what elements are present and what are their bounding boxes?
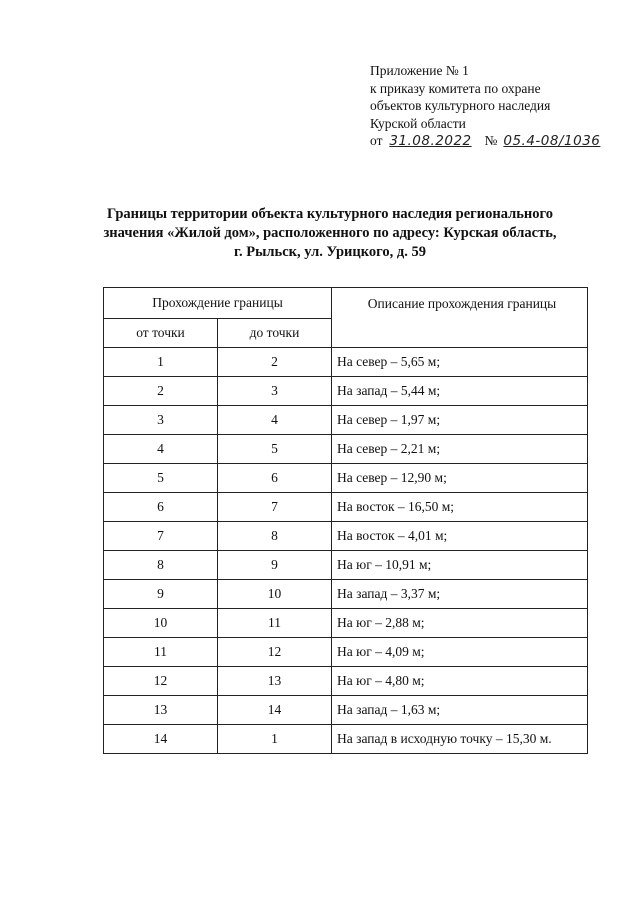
title-line-1: Границы территории объекта культурного наследия регионального (107, 206, 553, 222)
description-cell: На восток – 16,50 м; (332, 493, 588, 522)
to-point-cell: 9 (218, 551, 332, 580)
to-point-cell: 8 (218, 522, 332, 551)
from-point-cell: 4 (104, 435, 218, 464)
table-row (104, 522, 588, 551)
to-point-cell: 5 (218, 435, 332, 464)
to-point-cell: 6 (218, 464, 332, 493)
from-point-cell: 9 (104, 580, 218, 609)
table-row (104, 667, 588, 696)
from-point-cell: 5 (104, 464, 218, 493)
description-cell: На север – 2,21 м; (332, 435, 588, 464)
from-point-cell: 3 (104, 406, 218, 435)
number-label: № (484, 133, 498, 148)
description-cell: На север – 5,65 м; (332, 348, 588, 377)
from-point-header: от точки (104, 319, 218, 348)
to-point-cell: 2 (218, 348, 332, 377)
table-row (104, 377, 588, 406)
table-row (104, 638, 588, 667)
description-cell: На восток – 4,01 м; (332, 522, 588, 551)
from-point-cell: 2 (104, 377, 218, 406)
to-point-cell: 1 (218, 725, 332, 754)
boundary-group-header: Прохождение границы (104, 288, 332, 319)
description-cell: На юг – 4,80 м; (332, 667, 588, 696)
title-line-2: значения «Жилой дом», расположенного по адресу: Курская область, (103, 225, 557, 241)
from-point-cell: 7 (104, 522, 218, 551)
from-point-cell: 12 (104, 667, 218, 696)
description-cell: На запад – 3,37 м; (332, 580, 588, 609)
description-cell: На юг – 2,88 м; (332, 609, 588, 638)
annex-header (370, 62, 632, 151)
table-row (104, 493, 588, 522)
table-row (104, 551, 588, 580)
from-point-cell: 11 (104, 638, 218, 667)
description-cell: На север – 1,97 м; (332, 406, 588, 435)
handwritten-date: 31.08.2022 (389, 133, 472, 149)
description-cell: На юг – 4,09 м; (332, 638, 588, 667)
from-point-cell: 6 (104, 493, 218, 522)
table-row (104, 464, 588, 493)
table-row (104, 580, 588, 609)
description-header: Описание прохождения границы (332, 288, 588, 348)
annex-region: Курской области (370, 115, 466, 131)
handwritten-number: 05.4-08/1036 (503, 133, 601, 149)
to-point-cell: 14 (218, 696, 332, 725)
annex-committee: объектов культурного наследия (370, 98, 551, 113)
description-cell: На север – 12,90 м; (332, 464, 588, 493)
from-point-cell: 13 (104, 696, 218, 725)
title-line-3: г. Рыльск, ул. Урицкого, д. 59 (234, 244, 426, 260)
to-point-cell: 12 (218, 638, 332, 667)
table-row (104, 435, 588, 464)
to-point-header: до точки (218, 319, 332, 348)
boundary-table (103, 287, 588, 754)
document-title (80, 205, 580, 262)
to-point-cell: 13 (218, 667, 332, 696)
from-point-cell: 14 (104, 725, 218, 754)
boundary-rows (104, 348, 588, 754)
description-cell: На юг – 10,91 м; (332, 551, 588, 580)
description-cell: На запад – 5,44 м; (332, 377, 588, 406)
from-point-cell: 1 (104, 348, 218, 377)
annex-date-number-line (370, 132, 632, 151)
to-point-cell: 11 (218, 609, 332, 638)
annex-title: Приложение № 1 (370, 63, 469, 78)
table-row (104, 348, 588, 377)
to-point-cell: 10 (218, 580, 332, 609)
from-point-cell: 10 (104, 609, 218, 638)
table-row (104, 696, 588, 725)
to-point-cell: 3 (218, 377, 332, 406)
table-row (104, 725, 588, 754)
to-point-cell: 7 (218, 493, 332, 522)
table-row (104, 609, 588, 638)
table-row (104, 406, 588, 435)
description-cell: На запад в исходную точку – 15,30 м. (332, 725, 588, 754)
to-point-cell: 4 (218, 406, 332, 435)
annex-order-ref: к приказу комитета по охране (370, 80, 541, 96)
from-label: от (370, 133, 383, 148)
description-cell: На запад – 1,63 м; (332, 696, 588, 725)
from-point-cell: 8 (104, 551, 218, 580)
